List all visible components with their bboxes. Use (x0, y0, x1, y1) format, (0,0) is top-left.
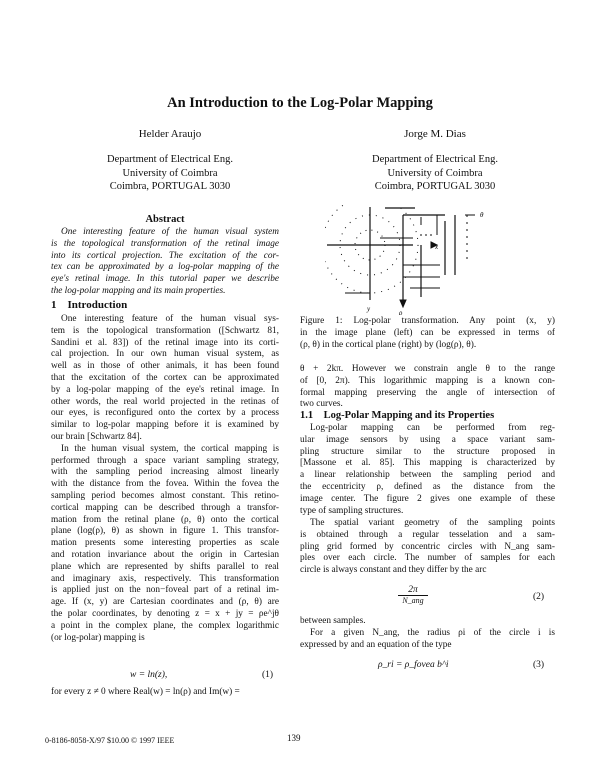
text-line: pling structure similar to the structure proposed in (300, 446, 555, 457)
text-line: For a given N_ang, the radius ρi of the circle i is (310, 627, 555, 638)
intro-body (51, 314, 279, 644)
text-line: One interesting feature of the human visual system (61, 227, 279, 237)
text-line: mation from the retinal plane (ρ, θ) onto the cortical (51, 514, 279, 525)
text-line: with the sampling period increasing almost linearly (51, 467, 279, 478)
text-line: into its cortical projection. The excitation of the cor- (51, 250, 279, 261)
abstract-heading: Abstract (145, 214, 185, 225)
text-line: for every z ≠ 0 where Real(w) = ln(ρ) and Im(w) = (51, 687, 240, 697)
equation-3-number: (3) (533, 660, 545, 670)
text-line: with the distance from the fovea. Within the fovea the (51, 479, 279, 490)
text-line: plane which are represented by shifts parallel to real (51, 561, 279, 572)
author-1-affiliation (60, 153, 280, 194)
text-line: is applied just on the non−foveal part of a retinal im- (51, 585, 279, 596)
text-line: [Massone et al. 85]. This mapping is characterized by (300, 458, 555, 469)
text-line: our brain [Schwartz 84]. (51, 431, 142, 442)
y-axis-label: y (367, 305, 371, 313)
text-line: ular image sensors by using a space variant sam- (300, 434, 555, 445)
text-line: similar to log-polar mapping before it is examined by (51, 420, 279, 431)
text-line: sampling period becomes almost constant. This retino- (51, 490, 279, 501)
section-1-1-heading (300, 410, 555, 421)
text-line: our eyes, is reconfigured onto the cortex by a process (51, 408, 279, 419)
text-line: image center. The figure 2 gives one example of these (300, 493, 555, 504)
text-line: cortical mapping can be described through a transfor- (51, 502, 279, 513)
text-line: circle is always constant and they differ by the arc (300, 565, 487, 576)
equation-1: w = ln(z), (130, 670, 168, 680)
figure-1-caption (300, 316, 555, 351)
text-line: cal projection. In our own human visual system, as (51, 349, 279, 360)
author-2-affiliation (320, 153, 550, 194)
author-1-name: Helder Araujo (138, 128, 202, 140)
section-number: 1.1 (300, 410, 314, 421)
text-line: tex can be approximated by a log-polar mapping of the (51, 262, 279, 273)
text-line: Log-polar mapping can be performed from reg- (310, 423, 555, 433)
section-1-1-paragraph-3 (300, 616, 555, 651)
copyright-notice: 0-8186-8058-X/97 $10.00 © 1997 IEEE (45, 736, 175, 745)
image-plane (325, 205, 437, 300)
text-line: Sandini et al. 83]) of the retinal image into its corti- (51, 337, 279, 348)
paper-title: An Introduction to the Log-Polar Mapping (167, 95, 433, 111)
text-line: well as in those of other animals, it has been found (51, 361, 279, 372)
text-line: The spatial variant geometry of the sampling points (310, 518, 555, 528)
affiliation-line: Coimbra, PORTUGAL 3030 (109, 181, 231, 192)
equation-2-numerator: 2π (398, 585, 428, 596)
text-line: expressed by and an equation of the type (300, 639, 452, 650)
text-line: θ + 2kπ. However we constrain angle θ to the range (300, 364, 555, 374)
text-line: and imaginary axis, respectively. This transformation (51, 573, 279, 584)
text-line: is obtained through a regular tesselation and a sam- (300, 529, 555, 540)
text-line: In the human visual system, the cortical mapping is (61, 443, 279, 454)
text-line: two curves. (300, 399, 343, 410)
affiliation-line: University of Coimbra (122, 167, 218, 179)
text-line: that the excitation of the cortex can be approximated (51, 372, 279, 383)
text-line: between samples. (300, 616, 366, 626)
section-number: 1 (51, 299, 57, 311)
text-line: and rotation invariance about the origin in Cartesian (51, 549, 279, 560)
page-number: 139 (287, 733, 301, 743)
theta-axis-label: θ (480, 211, 484, 219)
affiliation-line: Department of Electrical Eng. (372, 154, 498, 165)
section-title: Log-Polar Mapping and its Properties (323, 410, 495, 421)
intro-continuation (51, 687, 279, 699)
text-line: by a log-polar mapping of the eye's retinal image. In (51, 384, 279, 395)
abstract-body (51, 227, 279, 298)
equation-1-number: (1) (262, 670, 274, 680)
intro-heading (51, 299, 279, 311)
text-line: mation presents some interesting properties as scale (51, 538, 279, 549)
text-line: age. If (x, y) are Cartesian coordinates and (ρ, θ) are (51, 597, 279, 608)
section-1-1-paragraph-1 (300, 423, 555, 517)
text-line: in the image plane (left) can be expressed in terms of (300, 327, 555, 338)
affiliation-line: Department of Electrical Eng. (107, 154, 233, 165)
rho-axis-label: ρ (399, 309, 403, 315)
affiliation-line: University of Coimbra (387, 167, 483, 179)
text-line: type of sampling structures. (300, 505, 404, 516)
section-title: Introduction (67, 299, 128, 311)
text-line: other words, the real world projected in the retinas of (51, 396, 279, 407)
text-line: (or log-polar) mapping is (51, 632, 145, 643)
text-line: (ρ, θ) in the cortical plane (right) by (log(ρ), θ). (300, 339, 477, 350)
text-line: eye's retinal image. In this tutorial paper we describe (51, 274, 279, 285)
text-line: tem is the topological transformation ([Schwartz 81, (51, 325, 279, 336)
text-line: One interesting feature of the human visual sys- (61, 314, 279, 324)
text-line: the polar coordinates, by denoting z = x + jy = ρe^jθ (51, 608, 279, 619)
equation-2-number: (2) (533, 592, 545, 602)
text-line: formal mapping preserving the angle of intersection of (300, 387, 555, 398)
equation-2 (398, 585, 428, 605)
text-line: a point in the complex plane, the complex logarithmic (51, 620, 279, 631)
figure-1-log-polar-diagram (325, 205, 515, 315)
section-1-1-paragraph-2 (300, 518, 555, 577)
text-line: plane (log(ρ), θ) as shown in figure 1. This transfor- (51, 526, 279, 537)
author-2-name: Jorge M. Dias (404, 128, 466, 140)
equation-2-denominator: N_ang (402, 596, 424, 605)
text-line: Figure 1: Log-polar transformation. Any point (x, y) (300, 316, 555, 326)
cortical-plane (398, 213, 475, 307)
text-line: ples over each circle. The number of samples for each (300, 553, 555, 564)
text-line: a linear relationship between the sampling period and (300, 470, 555, 481)
text-line: the log-polar mapping and its main properties. (51, 285, 226, 296)
right-column-text (300, 364, 555, 411)
x-axis-label: x (435, 243, 439, 251)
text-line: of [0, 2π). This logarithmic mapping is a known con- (300, 375, 555, 386)
text-line: pling grid formed by concentric circles with N_ang sam- (300, 541, 555, 552)
text-line: the eccentricity ρ, defined as the distance from the (300, 481, 555, 492)
text-line: is the topological transformation of the retinal image (51, 238, 279, 249)
affiliation-line: Coimbra, PORTUGAL 3030 (374, 181, 496, 192)
text-line: performed through a space variant sampling strategy, (51, 455, 279, 466)
equation-3: ρ_ri = ρ_fovea b^i (378, 660, 449, 670)
